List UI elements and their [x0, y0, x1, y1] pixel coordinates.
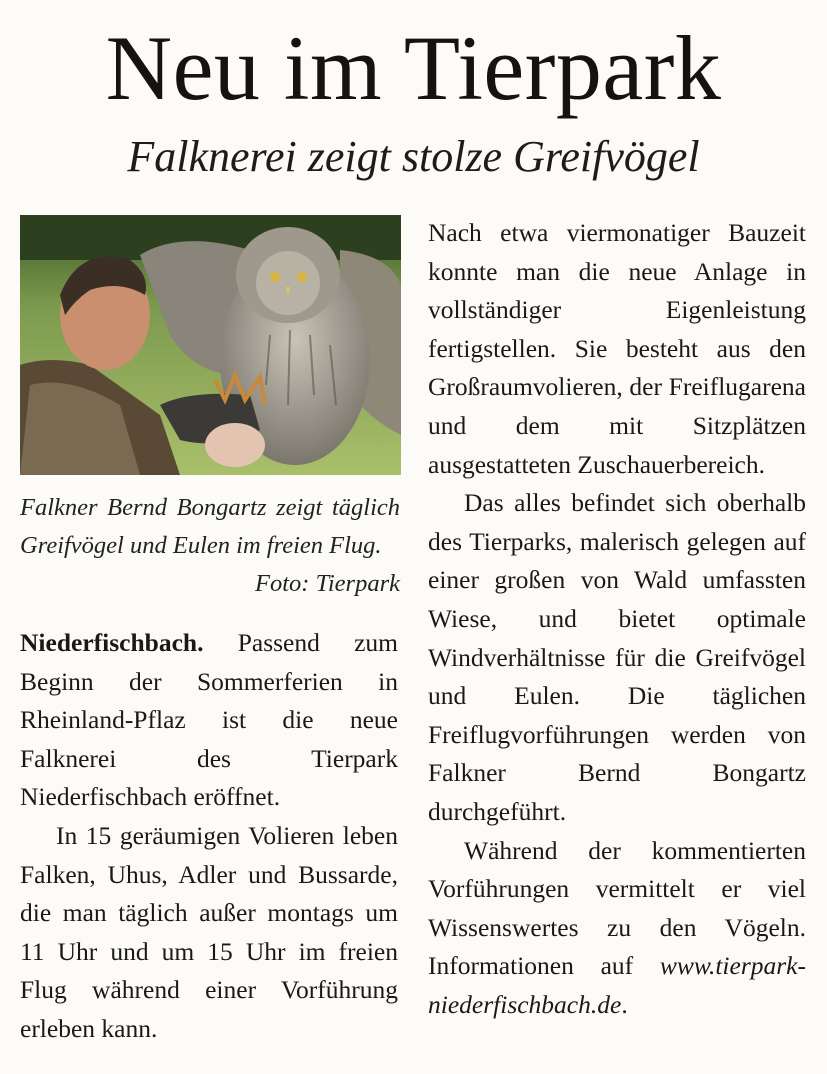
owl-eye-right	[297, 272, 307, 282]
paragraph-5	[428, 832, 806, 1025]
paragraph-2: In 15 geräumigen Volieren leben Falken, Uhus, Adler und Bussarde, die man täglich außer montags um 11 Uhr und um 15 Uhr im freien Flug während einer Vorführung erleben kann.	[20, 820, 398, 1043]
owl-eye-left	[270, 272, 280, 282]
paragraph-5-end: .	[621, 989, 628, 1019]
caption-text: Falkner Bernd Bongartz zeigt täglich Greifvögel und Eulen im freien Flug.	[20, 494, 400, 559]
paragraph-4: Das alles befindet sich oberhalb des Tierparks, malerisch gelegen auf einer großen von Wald umfassten Wiese, und bietet optimale Windverhältnisse für die Greifvögel und Eulen. Die täglichen Freiflugvorführungen werden von Falkner Bernd Bongartz durchgeführt.	[428, 488, 806, 826]
falconer-owl-photo	[20, 215, 401, 475]
photo-caption	[20, 489, 400, 603]
falconer-hand	[205, 423, 265, 467]
headline: Neu im Tierpark	[105, 17, 722, 119]
subheadline: Falknerei zeigt stolze Greifvögel	[127, 132, 700, 181]
article-column-left	[20, 624, 398, 1049]
paragraph-1-text: Passend zum Beginn der Sommerferien in Rheinland-Pflaz ist die neue Falknerei des Tierpark Niederfischbach eröffnet.	[20, 628, 398, 812]
paragraph-5-text: Während der kommentierten Vorführungen vermittelt er viel Wissenswertes zu den Vögeln. Informationen auf	[428, 835, 806, 981]
photo-credit: Foto: Tierpark	[255, 570, 400, 597]
paragraph-1	[20, 624, 398, 817]
website-link[interactable]: www.tierpark-niederfischbach.de	[428, 951, 806, 1019]
owl-facial-disc	[256, 251, 320, 315]
dateline: Niederfischbach.	[20, 628, 204, 657]
article-column-right	[428, 214, 806, 1024]
paragraph-3: Nach etwa viermonatiger Bauzeit konnte man die neue Anlage in vollständiger Eigenleistung fertigstellen. Sie besteht aus den Großraumvolieren, der Freiflugarena und dem mit Sitzplätzen ausgestatteten Zuschauerbereich.	[428, 218, 806, 479]
